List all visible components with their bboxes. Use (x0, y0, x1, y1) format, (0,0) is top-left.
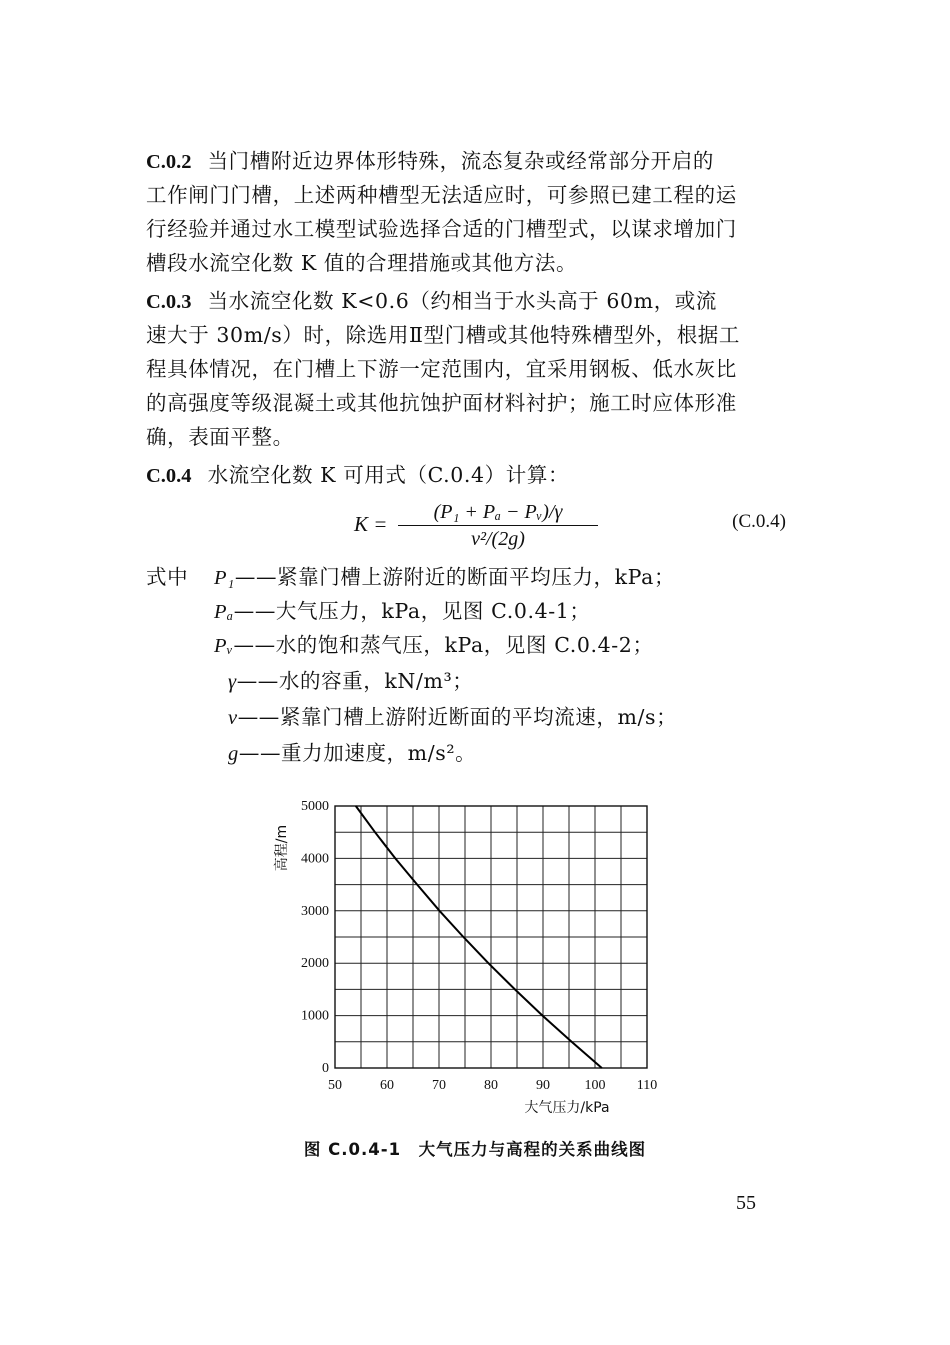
variable-row (228, 736, 476, 771)
variable-symbol: P₁ (214, 567, 235, 589)
text-line: 的高强度等级混凝土或其他抗蚀护面材料衬护；施工时应体形准 (146, 391, 737, 415)
variable-desc: ——紧靠门槽上游附近的断面平均压力，kPa； (234, 565, 676, 589)
variable-desc: ——大气压力，kPa，见图 C.0.4-1； (233, 599, 591, 623)
x-tick-label: 70 (432, 1078, 446, 1093)
formula-denominator: v²/(2g) (471, 528, 525, 550)
text-line: C.0.3 当水流空化数 K<0.6（约相当于水头高于 60m，或流 (146, 289, 718, 313)
variable-row (214, 560, 675, 595)
variable-row (214, 628, 654, 663)
variable-symbol: v (228, 707, 238, 729)
variable-row (228, 664, 473, 699)
variable-desc: ——重力加速度，m/s²。 (238, 741, 477, 765)
text-line: 程具体情况，在门槽上下游一定范围内，宜采用钢板、低水灰比 (146, 357, 737, 381)
variable-row (214, 594, 591, 629)
variable-symbol: γ (228, 671, 237, 693)
variable-row (228, 700, 677, 735)
x-axis-label: 大气压力/kPa (524, 1100, 610, 1116)
y-tick-label: 4000 (301, 851, 329, 867)
y-tick-label: 3000 (301, 903, 329, 919)
pressure-elevation-chart (260, 790, 680, 1120)
text-line: C.0.2 当门槽附近边界体形特殊，流态复杂或经常部分开启的 (146, 149, 714, 173)
variable-desc: ——紧靠门槽上游附近断面的平均流速，m/s； (237, 705, 678, 729)
text-line: 行经验并通过水工模型试验选择合适的门槽型式，以谋求增加门 (146, 217, 737, 241)
y-tick-label: 5000 (301, 799, 329, 814)
variable-symbol: g (228, 743, 239, 765)
y-tick-label: 1000 (301, 1008, 329, 1024)
variable-desc: ——水的饱和蒸气压，kPa，见图 C.0.4-2； (233, 633, 654, 657)
formula-numerator: (P₁ + Pₐ − Pᵥ)/γ (433, 501, 563, 523)
x-tick-label: 60 (380, 1078, 394, 1093)
fraction-bar (398, 525, 598, 526)
y-tick-label: 0 (322, 1061, 329, 1076)
formula-lhs: K = (354, 512, 388, 536)
y-axis-label: 高程/m (274, 824, 290, 872)
variable-symbol: Pᵥ (214, 635, 234, 657)
section-number: C.0.3 (146, 291, 192, 313)
text-line: 确，表面平整。 (146, 425, 294, 449)
section-number: C.0.4 (146, 465, 192, 487)
x-tick-label: 110 (636, 1078, 658, 1093)
variable-symbol: Pₐ (214, 601, 234, 623)
x-tick-label: 90 (536, 1078, 550, 1093)
formula-c04 (146, 500, 786, 552)
where-label: 式中 (146, 565, 189, 589)
text-line: C.0.4 水流空化数 K 可用式（C.0.4）计算： (146, 463, 570, 487)
x-tick-label: 80 (484, 1078, 498, 1093)
x-tick-label: 50 (328, 1078, 342, 1093)
y-tick-label: 2000 (301, 956, 329, 972)
text-line: 槽段水流空化数 K 值的合理措施或其他方法。 (146, 251, 578, 275)
equation-number: (C.0.4) (732, 511, 786, 532)
x-tick-label: 100 (584, 1078, 606, 1093)
text-line: 速大于 30m/s）时，除选用Ⅱ型门槽或其他特殊槽型外，根据工 (146, 323, 740, 347)
section-number: C.0.2 (146, 151, 192, 173)
text-line: 工作闸门门槽，上述两种槽型无法适应时，可参照已建工程的运 (146, 183, 737, 207)
page-number: 55 (736, 1192, 756, 1214)
variable-desc: ——水的容重，kN/m³； (236, 669, 474, 693)
figure-caption: 图 C.0.4-1 大气压力与高程的关系曲线图 (303, 1140, 647, 1159)
formula-fraction (398, 500, 598, 551)
